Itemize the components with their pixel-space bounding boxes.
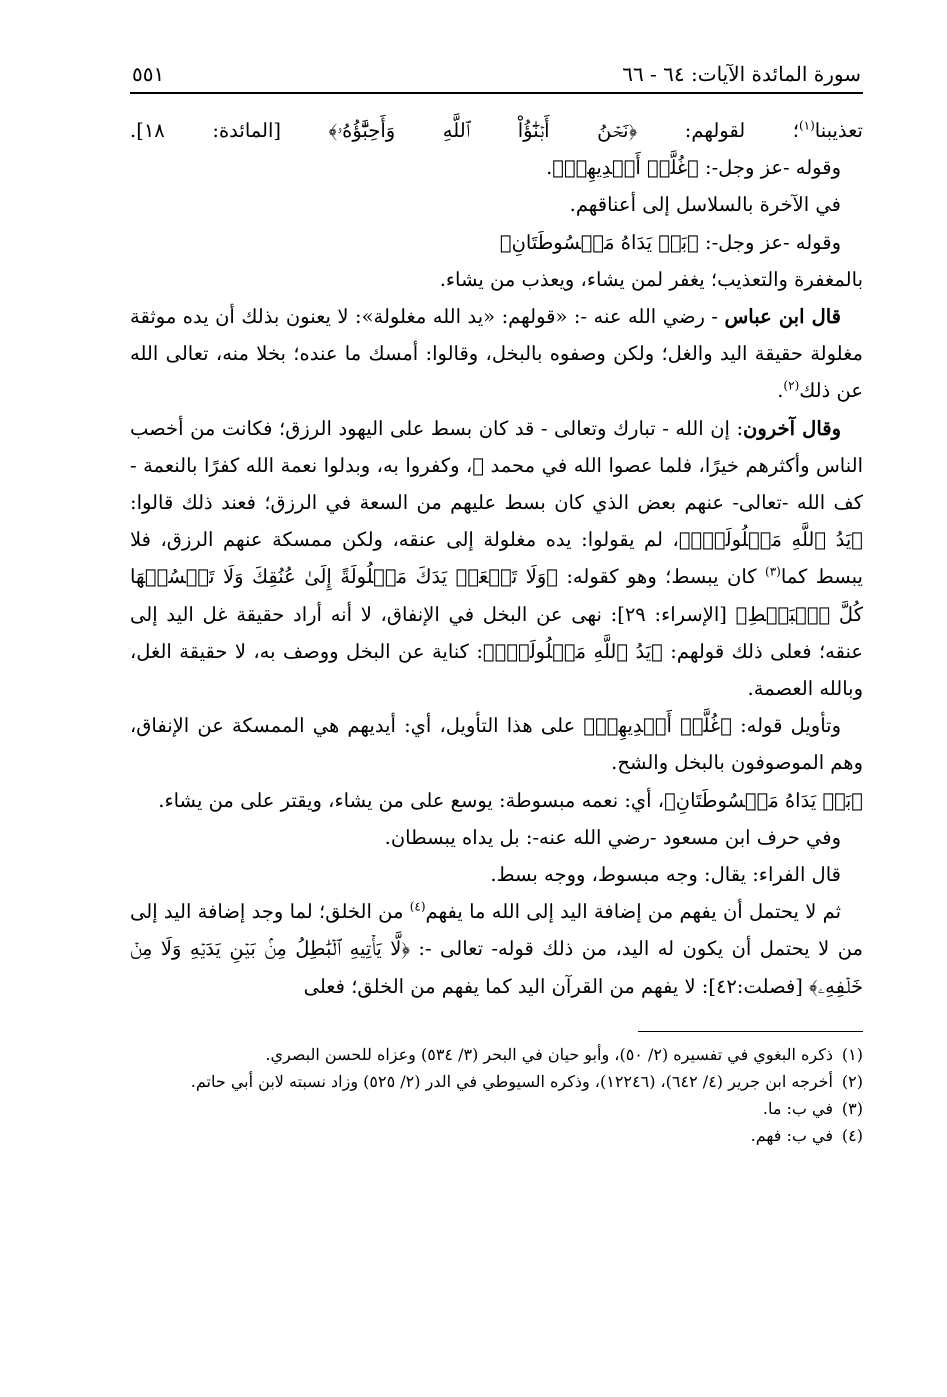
paragraph-5: بالمغفرة والتعذيب؛ يغفر لمن يشاء، ويعذب من يشاء. — [439, 267, 863, 291]
footnote-text: أخرجه ابن جرير (٤/ ٦٤٢)، (١٢٢٤٦)، وذكره السيوطي في الدر (٢/ ٥٢٥) وزاد نسبته لابن أبي حاتم. — [190, 1071, 833, 1091]
paragraph-7 — [130, 410, 863, 708]
paragraph-8: وتأويل قوله: ﴿غُلَّتۡ أَيۡدِيهِمۡ﴾ على هذا التأويل، أي: أيديهم هي الممسكة عن الإنفاق، وهم الموصوفون بالبخل والشح. — [130, 714, 863, 775]
paragraph-12 — [130, 893, 863, 1005]
footnote-marker-3: (٣) — [765, 564, 781, 579]
paragraph-text: : إن الله - تبارك وتعالى - قد كان بسط على اليهود الرزق؛ فكانت من أخصب الناس وأكثرهم خيرًا، فلما عصوا الله في محمد ﷺ، وكفروا به، وبدلوا نعمة الله كفرًا بالنعمة - كف الله -تعالى- عنهم بعض الذي كان بسط عليهم من السعة في الرزق؛ فعند ذلك قالوا: ﴿يَدُ ٱللَّهِ مَغۡلُولَةٌۚ﴾، لم يقولوا: يده مغلولة إلى عنقه، ولكن ممسكة عنهم الرزق، فلا يبسط كما — [130, 416, 863, 589]
footnote-separator — [638, 1031, 863, 1032]
footnote-number: (٢) — [841, 1071, 863, 1091]
footnote-marker-2: (٢) — [783, 378, 800, 393]
footnote-text: في ب: ما. — [762, 1098, 833, 1118]
paragraph-text: . — [777, 379, 784, 403]
footnote-item — [130, 1122, 863, 1149]
paragraph-10: وفي حرف ابن مسعود -رضي الله عنه-: بل يداه يبسطان. — [384, 825, 841, 849]
paragraph-text: من الخلق؛ لما وجد إضافة اليد إلى من لا يحتمل أن يكون له اليد، من ذلك قوله- تعالى -: ﴿لَّا يَأۡتِيهِ ٱلۡبَٰطِلُ مِنۢ بَيۡنِ يَدَيۡهِ وَلَا مِنۡ خَلۡفِهِۦ﴾ [فصلت:٤٢]: لا يفهم من القرآن اليد كما يفهم من الخلق؛ فعلى — [130, 900, 863, 998]
paragraph-text: - رضي الله عنه -: «قولهم: «يد الله مغلولة»: لا يعنون بذلك أن يده موثقة مغلولة حقيقة اليد والغل؛ ولكن وصفوه بالبخل، وقالوا: أمسك ما عنده؛ بخلا منه، تعالى الله عن ذلك — [130, 305, 863, 403]
paragraph-2: وقوله -عز وجل-: ﴿غُلَّتۡ أَيۡدِيهِمۡ﴾. — [546, 156, 841, 180]
speaker-label: وقال آخرون — [743, 416, 841, 440]
paragraph-1 — [130, 112, 863, 149]
paragraph-6 — [130, 298, 863, 410]
running-title: سورة المائدة الآيات: ٦٤ - ٦٦ — [622, 62, 861, 86]
paragraph-9: ﴿بَلۡ يَدَاهُ مَبۡسُوطَتَانِ﴾، أي: نعمه مبسوطة: يوسع على من يشاء، ويقتر على من يشاء. — [158, 788, 863, 812]
paragraph-text: كان يبسط؛ وهو كقوله: ﴿وَلَا تَجۡعَلۡ يَدَكَ مَغۡلُولَةً إِلَىٰ عُنُقِكَ وَلَا تَبۡسُطۡهَا كُلَّ ٱلۡبَسۡطِ﴾ [الإسراء: ٢٩]: نهى عن البخل في الإنفاق، لا أنه أراد حقيقة غل اليد إلى عنقه؛ فعلى ذلك قولهم: ﴿يَدُ ٱللَّهِ مَغۡلُولَةٌۚ﴾: كناية عن البخل ووصف به، لا حقيقة الغل، وبالله العصمة. — [130, 565, 863, 701]
page-header — [130, 48, 863, 94]
footnote-marker-4: (٤) — [409, 899, 426, 914]
footnote-number: (٣) — [841, 1098, 863, 1118]
paragraph-text: ثم لا يحتمل أن يفهم من إضافة اليد إلى الله ما يفهم — [425, 900, 841, 924]
book-page — [130, 48, 863, 1149]
paragraph-3: في الآخرة بالسلاسل إلى أعناقهم. — [569, 193, 841, 217]
footnote-marker-1: (١) — [798, 118, 815, 133]
footnote-item — [130, 1068, 863, 1095]
paragraph-11: قال الفراء: يقال: وجه مبسوط، ووجه بسط. — [490, 863, 841, 887]
page-number: ٥٥١ — [132, 62, 165, 86]
footnote-number: (١) — [841, 1044, 863, 1064]
main-text — [130, 112, 863, 1005]
footnote-text: في ب: فهم. — [750, 1125, 833, 1145]
footnote-text: ذكره البغوي في تفسيره (٢/ ٥٠)، وأبو حيان في البحر (٣/ ٥٣٤) وعزاه للحسن البصري. — [265, 1044, 833, 1064]
footnote-item — [130, 1041, 863, 1068]
footnote-number: (٤) — [841, 1125, 863, 1145]
paragraph-text: تعذيبنا — [814, 119, 863, 142]
paragraph-text: ؛ لقولهم: ﴿نَحۡنُ أَبۡنَٰٓؤُاْ ٱللَّهِ وَأَحِبَّٰٓؤُهُۥ﴾ [المائدة: ١٨]. — [130, 119, 799, 142]
paragraph-4: وقوله -عز وجل-: ﴿بَلۡ يَدَاهُ مَبۡسُوطَتَانِ﴾ — [499, 230, 841, 254]
speaker-label: قال ابن عباس — [724, 305, 842, 329]
footnotes — [130, 1031, 863, 1149]
footnote-item — [130, 1095, 863, 1122]
